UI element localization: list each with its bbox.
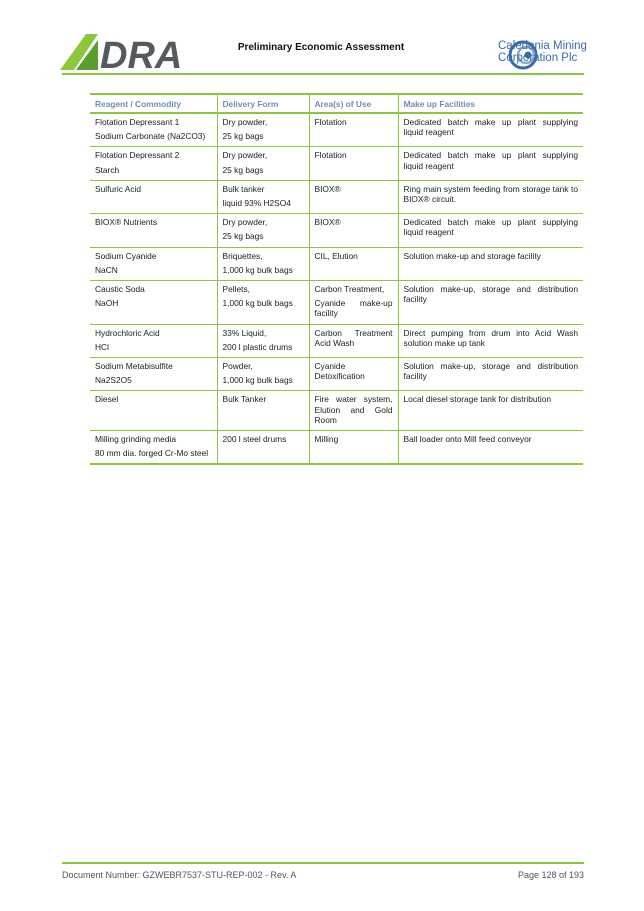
table-row: [90, 431, 583, 465]
delivery-form-cell: [217, 281, 309, 325]
make-up-facility-cell: [398, 113, 583, 147]
area-of-use-cell: [309, 147, 398, 180]
make-up-facility-cell: [398, 214, 583, 247]
make-up-facility-cell: [398, 431, 583, 465]
table-row: [90, 147, 583, 180]
delivery-form-cell: [217, 358, 309, 391]
caledonia-logo-line1: Caledonia Mining: [498, 40, 587, 52]
cell-text: Dry powder,: [222, 217, 268, 228]
cell-text: liquid 93% H2SO4: [222, 198, 291, 209]
cell-text: 25 kg bags: [222, 131, 264, 142]
area-of-use-cell: [309, 431, 398, 465]
cell-text: Cyanide Detoxification: [314, 361, 365, 382]
cell-text: Dry powder,: [222, 117, 268, 127]
cell-text: NaCN: [95, 264, 118, 275]
table-row: [90, 358, 583, 391]
cell-text: Flotation: [314, 117, 347, 127]
cell-text: Diesel: [95, 394, 119, 405]
delivery-form-cell: [217, 324, 309, 357]
cell-text: BIOX® Nutrients: [95, 217, 158, 228]
table-body: [90, 113, 583, 464]
cell-text: Flotation: [314, 150, 347, 161]
cell-text: Solution make-up, storage and distribution facility: [403, 361, 578, 382]
cell-text: Pellets,: [222, 284, 250, 295]
cell-text: Briquettes,: [222, 250, 263, 261]
cell-text: Carbon Treatment,: [314, 284, 385, 295]
cell-text: Caustic Soda: [95, 284, 145, 295]
caledonia-logo-line2: Corporation Plc: [498, 52, 578, 64]
cell-text: Flotation Depressant 1: [95, 117, 180, 127]
area-of-use-cell: [309, 214, 398, 247]
table-row: [90, 247, 583, 280]
reagent-cell: [90, 281, 217, 325]
column-header-reagent: Reagent / Commodity: [90, 94, 217, 113]
cell-text: Powder,: [222, 361, 253, 372]
cell-text: 200 l plastic drums: [222, 341, 293, 352]
cell-text: Dedicated batch make up plant supplying liquid reagent: [403, 217, 578, 238]
delivery-form-cell: [217, 214, 309, 247]
cell-text: 1,000 kg bulk bags: [222, 375, 293, 386]
cell-text: Sodium Metabisulfite: [95, 361, 173, 372]
cell-text: Sodium Carbonate (Na2CO3): [95, 131, 206, 142]
cell-text: Bulk tanker: [222, 183, 265, 194]
cell-text: 25 kg bags: [222, 164, 264, 175]
cell-text: Local diesel storage tank for distribution: [403, 394, 552, 405]
cell-text: Solution make-up and storage facility: [403, 250, 541, 261]
area-of-use-cell: [309, 180, 398, 213]
table-row: [90, 281, 583, 325]
dra-logo-text: DRA: [100, 35, 183, 72]
cell-text: BIOX®: [314, 183, 341, 194]
make-up-facility-cell: [398, 180, 583, 213]
reagent-cell: [90, 431, 217, 465]
reagent-cell: [90, 113, 217, 147]
dra-logo: [60, 32, 198, 72]
area-of-use-cell: [309, 324, 398, 357]
cell-text: Na2S2O5: [95, 375, 132, 386]
column-header-areas-of-use: Area(s) of Use: [309, 94, 398, 113]
area-of-use-cell: [309, 247, 398, 280]
cell-text: Carbon Treatment Acid Wash: [314, 327, 393, 348]
delivery-form-cell: [217, 113, 309, 147]
make-up-facility-cell: [398, 247, 583, 280]
make-up-facility-cell: [398, 281, 583, 325]
cell-text: Dedicated batch make up plant supplying liquid reagent: [403, 150, 578, 171]
page-number: Page 128 of 193: [517, 870, 584, 880]
column-header-delivery-form: Delivery Form: [217, 94, 309, 113]
reagent-cell: [90, 324, 217, 357]
reagents-table: [90, 93, 583, 465]
footer-divider: [62, 862, 584, 864]
make-up-facility-cell: [398, 391, 583, 431]
cell-text: Starch: [95, 164, 120, 175]
area-of-use-cell: [309, 281, 398, 325]
cell-text: HCl: [95, 341, 109, 352]
cell-text: Hydrochloric Acid: [95, 327, 160, 338]
cell-text: NaOH: [95, 298, 119, 309]
cell-text: Dedicated batch make up plant supplying liquid reagent: [403, 117, 578, 138]
cell-text: Cyanide make-up facility: [314, 298, 393, 319]
area-of-use-cell: [309, 391, 398, 431]
reagent-cell: [90, 358, 217, 391]
cell-text: 25 kg bags: [222, 231, 264, 242]
reagent-cell: [90, 180, 217, 213]
cell-text: Ring main system feeding from storage tank to BIOX® circuit.: [403, 183, 578, 205]
cell-text: Dry powder,: [222, 150, 268, 161]
reagent-cell: [90, 214, 217, 247]
table-row: [90, 180, 583, 213]
area-of-use-cell: [309, 113, 398, 147]
cell-text: Ball loader onto Mill feed conveyor: [403, 434, 532, 445]
cell-text: Solution make-up, storage and distribution facility: [403, 284, 578, 305]
delivery-form-cell: [217, 391, 309, 431]
reagent-cell: [90, 391, 217, 431]
delivery-form-cell: [217, 247, 309, 280]
delivery-form-cell: [217, 431, 309, 465]
caledonia-logo-text: [498, 40, 587, 64]
header-divider: [62, 73, 584, 75]
make-up-facility-cell: [398, 147, 583, 180]
table-row: [90, 113, 583, 147]
cell-text: Fire water system, Elution and Gold Room: [314, 394, 393, 425]
cell-text: Flotation Depressant 2: [95, 150, 180, 161]
cell-text: Bulk Tanker: [222, 394, 267, 405]
cell-text: Sodium Cyanide: [95, 250, 157, 261]
area-of-use-cell: [309, 358, 398, 391]
column-header-make-up-facilities: Make up Facilities: [398, 94, 583, 113]
table-header-row: [90, 94, 583, 113]
document-number: Document Number: GZWEBR7537-STU-REP-002 - Rev. A: [62, 870, 297, 880]
table-row: [90, 391, 583, 431]
table-row: [90, 214, 583, 247]
table-row: [90, 324, 583, 357]
cell-text: Milling: [314, 434, 339, 445]
cell-text: 1,000 kg bulk bags: [222, 264, 293, 275]
reagent-cell: [90, 147, 217, 180]
delivery-form-cell: [217, 180, 309, 213]
delivery-form-cell: [217, 147, 309, 180]
cell-text: CIL, Elution: [314, 250, 358, 261]
page-title: Preliminary Economic Assessment: [237, 42, 405, 53]
cell-text: Sulfuric Acid: [95, 183, 142, 194]
cell-text: Direct pumping from drum into Acid Wash solution make up tank: [403, 327, 578, 348]
cell-text: 200 l steel drums: [222, 434, 287, 445]
make-up-facility-cell: [398, 324, 583, 357]
reagent-cell: [90, 247, 217, 280]
cell-text: Milling grinding media: [95, 434, 176, 445]
page-header: [0, 0, 644, 80]
cell-text: BIOX®: [314, 217, 341, 228]
cell-text: 33% Liquid,: [222, 327, 267, 338]
cell-text: 1,000 kg bulk bags: [222, 298, 293, 309]
cell-text: 80 mm dia. forged Cr-Mo steel: [95, 448, 209, 459]
make-up-facility-cell: [398, 358, 583, 391]
